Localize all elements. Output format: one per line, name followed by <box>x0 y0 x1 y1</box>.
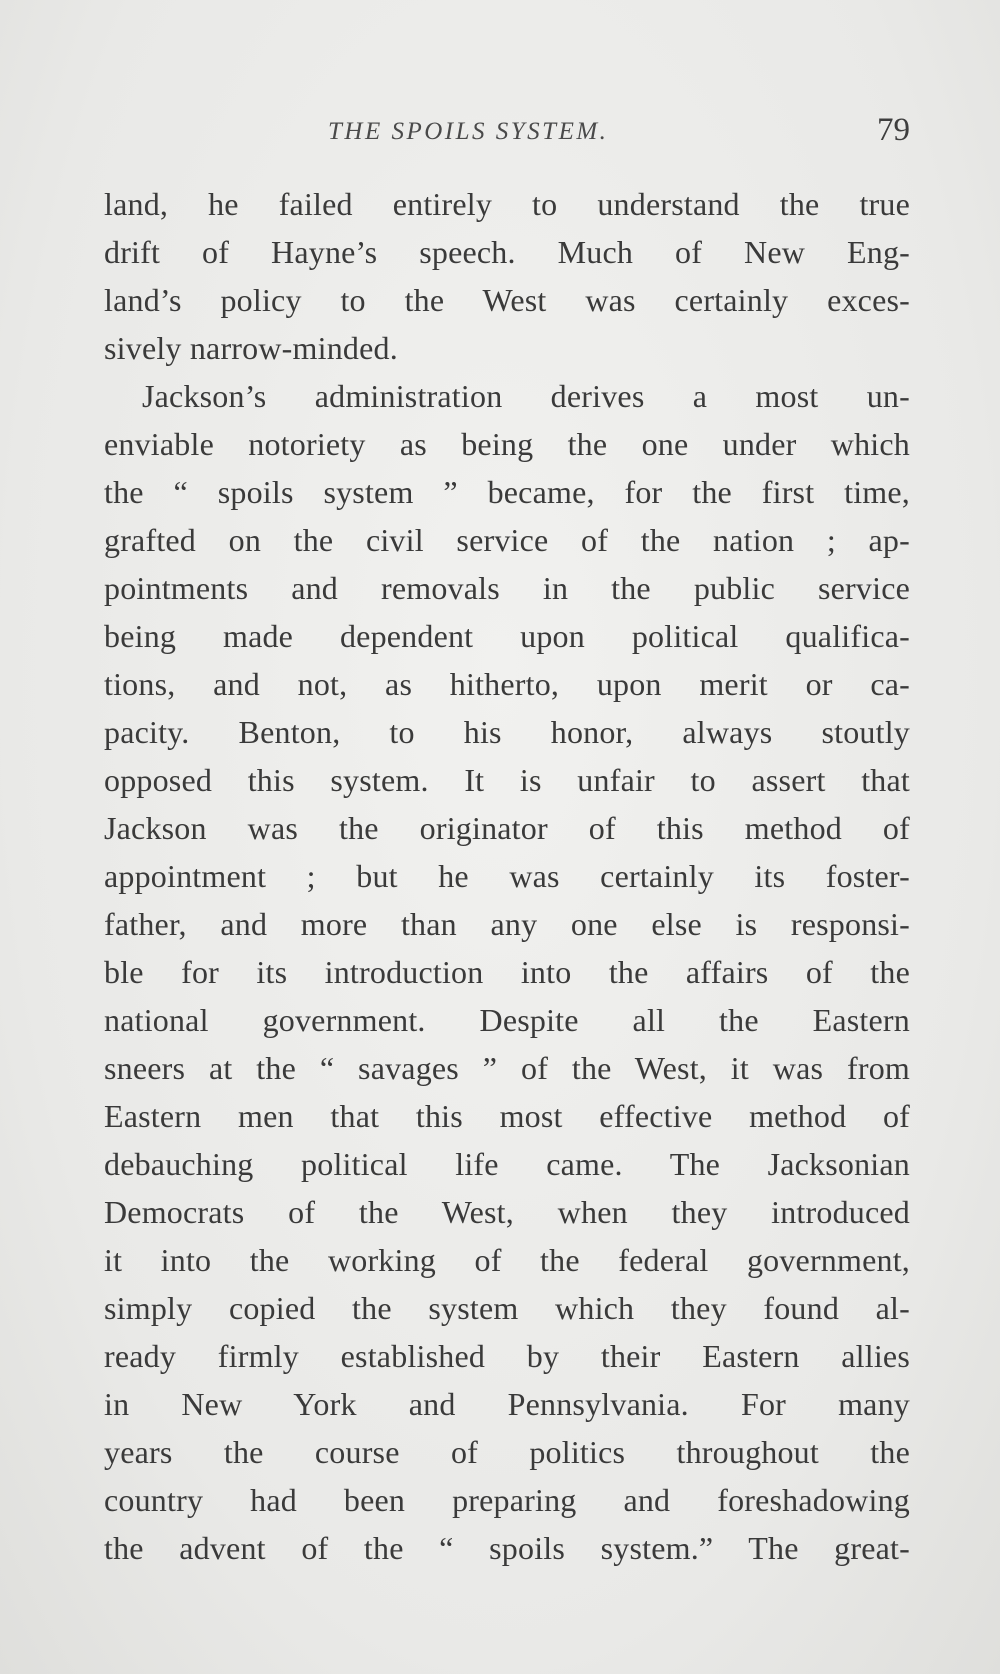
text-line: sneers at the “ savages ” of the West, it was from <box>104 1050 910 1086</box>
running-title: THE SPOILS SYSTEM. <box>328 118 609 145</box>
page-number: 79 <box>877 112 910 148</box>
text-line: ready firmly established by their Eastern allies <box>104 1338 910 1374</box>
text-line: appointment ; but he was certainly its foster- <box>104 858 910 894</box>
text-line: the advent of the “ spoils system.” The great- <box>104 1530 910 1566</box>
text-line: being made dependent upon political qualifica- <box>104 618 910 654</box>
text-line: drift of Hayne’s speech. Much of New Eng- <box>104 234 910 270</box>
text-line: tions, and not, as hitherto, upon merit or ca- <box>104 666 910 702</box>
text-line: Eastern men that this most effective method of <box>104 1098 910 1134</box>
text-line: land’s policy to the West was certainly exces- <box>104 282 910 318</box>
text-line: years the course of politics throughout the <box>104 1434 910 1470</box>
body-text <box>104 180 910 1572</box>
text-line: in New York and Pennsylvania. For many <box>104 1386 910 1422</box>
text-line: simply copied the system which they found al- <box>104 1290 910 1326</box>
text-line: pointments and removals in the public service <box>104 570 910 606</box>
text-line: pacity. Benton, to his honor, always stoutly <box>104 714 910 750</box>
text-line: father, and more than any one else is responsi- <box>104 906 910 942</box>
text-line: opposed this system. It is unfair to assert that <box>104 762 910 798</box>
paragraph-first-line: Jackson’s administration derives a most un- <box>142 378 910 414</box>
text-line: the “ spoils system ” became, for the first time, <box>104 474 910 510</box>
text-line: enviable notoriety as being the one under which <box>104 426 910 462</box>
text-line: country had been preparing and foreshadowing <box>104 1482 910 1518</box>
running-head <box>106 112 910 152</box>
text-line: Jackson was the originator of this method of <box>104 810 910 846</box>
text-line: Democrats of the West, when they introduced <box>104 1194 910 1230</box>
text-line: ble for its introduction into the affairs of the <box>104 954 910 990</box>
text-line: land, he failed entirely to understand the true <box>104 186 910 222</box>
text-line: sively narrow-minded. <box>104 330 398 366</box>
text-line: debauching political life came. The Jacksonian <box>104 1146 910 1182</box>
text-line: it into the working of the federal government, <box>104 1242 910 1278</box>
text-line: grafted on the civil service of the nation ; ap- <box>104 522 910 558</box>
text-line: national government. Despite all the Eastern <box>104 1002 910 1038</box>
